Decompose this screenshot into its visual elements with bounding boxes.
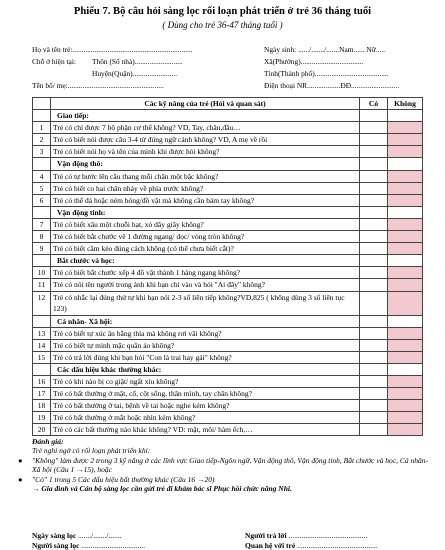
- answer-no-cell[interactable]: [388, 182, 423, 194]
- question-text: Trẻ có biết bắt chước vẽ 1 đường ngang/ dọc/ vòng tròn không?: [51, 231, 360, 243]
- section-yes-cell: [360, 315, 388, 327]
- question-text: Trẻ có tự bước lên cầu thang mỗi chân một bậc không?: [51, 170, 360, 182]
- commune-field[interactable]: Xã(Phường)..................................: [264, 57, 364, 66]
- answer-no-cell[interactable]: [388, 243, 423, 255]
- answer-yes-cell[interactable]: [360, 146, 388, 158]
- screener-label: Người sàng lọc: [32, 541, 80, 550]
- question-number: 10: [33, 267, 51, 279]
- question-text: Trẻ có biết tự xúc ăn bằng thìa mà không rơi vãi không?: [51, 327, 360, 339]
- bullet-icon: ●: [18, 474, 23, 484]
- answer-yes-cell[interactable]: [360, 243, 388, 255]
- form-subtitle: ( Dùng cho trẻ 36-47 tháng tuổi ): [162, 20, 283, 30]
- section-row: [33, 363, 423, 375]
- section-no-cell: [388, 206, 423, 218]
- question-text: Trẻ có thể đá hoặc ném bóng/đồ vật mà không cần bám tay không?: [51, 194, 360, 206]
- section-row: [33, 158, 423, 170]
- header-number: [33, 98, 51, 110]
- screening-table: [32, 97, 423, 436]
- question-row: [33, 412, 423, 424]
- question-text: Trẻ có biết xâu một chuỗi hạt, xỏ dây giầy không?: [51, 218, 360, 230]
- answer-yes-cell[interactable]: [360, 351, 388, 363]
- section-number-cell: [33, 110, 51, 122]
- section-row: [33, 255, 423, 267]
- criteria-text-2: "Có" 1 trong 5 Các dấu hiệu bất thường khác (Câu 16 →20): [32, 474, 215, 484]
- question-text: Trẻ có nhắc lại đúng thứ tự khi bạn nói 2-3 số liên tiếp không?VD,825 ( không dùng 3 số liên tục 123): [51, 291, 360, 315]
- answer-yes-cell[interactable]: [360, 182, 388, 194]
- screening-date-field[interactable]: [32, 531, 122, 540]
- question-text: Trẻ có biết nói được câu 3-4 từ đúng ngữ cảnh không? VD, A mẹ về rồi: [51, 134, 360, 146]
- section-title: Cá nhân- Xã hội:: [51, 315, 360, 327]
- question-number: 3: [33, 146, 51, 158]
- answer-yes-cell[interactable]: [360, 134, 388, 146]
- dob-field[interactable]: Ngày sinh: ....../......./.......Nam...... Nữ.....: [264, 45, 386, 54]
- question-row: [33, 400, 423, 412]
- criteria-item-2: [18, 474, 432, 484]
- question-text: Trẻ có chỉ được 7 bộ phận cơ thể không? VD, Tay, chân,đầu…: [51, 122, 360, 134]
- screening-date-label: Ngày sàng lọc: [32, 531, 77, 540]
- question-text: Trẻ có khi nào bị co giật/ ngất xỉu không?: [51, 375, 360, 387]
- question-row: [33, 134, 423, 146]
- evaluation-section: [18, 437, 432, 494]
- question-text: Trẻ có bất thường ở mắt hoặc nhìn kém không?: [51, 412, 360, 424]
- answer-yes-cell[interactable]: [360, 218, 388, 230]
- question-row: [33, 424, 423, 436]
- section-row: [33, 206, 423, 218]
- question-number: 14: [33, 339, 51, 351]
- question-text: Trẻ có trả lời đúng khi bạn hỏi "Con là trai hay gái" không?: [51, 351, 360, 363]
- answer-no-cell[interactable]: [388, 134, 423, 146]
- question-row: [33, 267, 423, 279]
- section-yes-cell: [360, 206, 388, 218]
- section-number-cell: [33, 315, 51, 327]
- question-number: 4: [33, 170, 51, 182]
- answer-no-cell[interactable]: [388, 412, 423, 424]
- form-title: Phiếu 7. Bộ câu hỏi sàng lọc rối loạn phát triển ở trẻ 36 tháng tuổi: [73, 6, 372, 17]
- section-title: Vận động thô:: [51, 158, 360, 170]
- answer-no-cell[interactable]: [388, 170, 423, 182]
- header-yes: Có: [360, 98, 388, 110]
- section-title: Bắt chước và học:: [51, 255, 360, 267]
- section-yes-cell: [360, 110, 388, 122]
- info-row-name: [32, 45, 422, 56]
- answer-no-cell[interactable]: [388, 291, 423, 315]
- question-number: 15: [33, 351, 51, 363]
- section-yes-cell: [360, 255, 388, 267]
- question-row: [33, 327, 423, 339]
- province-field[interactable]: Tỉnh(Thành phố)........................................: [264, 69, 389, 78]
- answer-no-cell[interactable]: [388, 339, 423, 351]
- question-row: [33, 279, 423, 291]
- answer-yes-cell[interactable]: [360, 279, 388, 291]
- question-number: 17: [33, 388, 51, 400]
- relation-value[interactable]: ...........................................: [297, 541, 378, 550]
- section-no-cell: [388, 363, 423, 375]
- table-header-row: [33, 98, 423, 110]
- question-number: 18: [33, 400, 51, 412]
- answer-yes-cell[interactable]: [360, 412, 388, 424]
- referral-note: → Gia đình và Cán bộ sàng lọc cần gửi trẻ đi khám bác sĩ Phục hồi chức năng Nhi.: [32, 484, 292, 494]
- answer-yes-cell[interactable]: [360, 327, 388, 339]
- question-text: Trẻ có biết bắt chước xếp 4 đồ vật thành 1 hàng ngang không?: [51, 267, 360, 279]
- screener-value[interactable]: ..................................: [81, 541, 146, 550]
- answer-no-cell[interactable]: [388, 279, 423, 291]
- section-number-cell: [33, 206, 51, 218]
- question-row: [33, 351, 423, 363]
- question-text: Trẻ có nói tên người trong ảnh khi bạn chỉ vào và hỏi "Ai đây" không?: [51, 279, 360, 291]
- question-text: Trẻ có biết cầm kéo đúng cách không (có thể chưa biết cắt)?: [51, 243, 360, 255]
- question-text: Trẻ có biết nói họ và tên của mình khi được hỏi không?: [51, 146, 360, 158]
- answer-no-cell[interactable]: [388, 231, 423, 243]
- answer-no-cell[interactable]: [388, 351, 423, 363]
- question-text: Trẻ có biết tự mình mặc quần áo không?: [51, 339, 360, 351]
- answer-no-cell[interactable]: [388, 194, 423, 206]
- section-number-cell: [33, 363, 51, 375]
- header-skills: Các kỹ năng của trẻ (Hỏi và quan sát): [51, 98, 360, 110]
- question-row: [33, 231, 423, 243]
- question-number: 16: [33, 375, 51, 387]
- section-no-cell: [388, 110, 423, 122]
- answer-no-cell[interactable]: [388, 375, 423, 387]
- answer-yes-cell[interactable]: [360, 424, 388, 436]
- question-number: 1: [33, 122, 51, 134]
- question-number: 9: [33, 243, 51, 255]
- evaluation-title: Đánh giá:: [32, 437, 64, 446]
- section-number-cell: [33, 158, 51, 170]
- question-row: [33, 375, 423, 387]
- question-row: [33, 388, 423, 400]
- question-number: 11: [33, 279, 51, 291]
- header-no: Không: [388, 98, 423, 110]
- question-row: [33, 122, 423, 134]
- answer-no-cell[interactable]: [388, 424, 423, 436]
- question-row: [33, 182, 423, 194]
- info-row-district: [32, 69, 422, 80]
- question-number: 5: [33, 182, 51, 194]
- section-no-cell: [388, 158, 423, 170]
- answer-no-cell[interactable]: [388, 400, 423, 412]
- question-number: 8: [33, 231, 51, 243]
- district-field[interactable]: Huyện(Quận)........................: [92, 69, 177, 78]
- evaluation-intro: Trẻ nghi ngờ có rối loạn phát triển khi:: [32, 446, 151, 456]
- question-number: 20: [33, 424, 51, 436]
- question-row: [33, 291, 423, 315]
- question-row: [33, 243, 423, 255]
- info-row-parent: [32, 81, 422, 92]
- question-row: [33, 339, 423, 351]
- section-no-cell: [388, 315, 423, 327]
- criteria-text-1: "Không" làm được 2 trong 3 kỹ năng ở các lĩnh vực Giao tiếp-Ngôn ngữ, Vận động thô, Vận động tinh, Bắt chước và học, Cá nhân- Xã hội (Câu 1 →15), hoặc: [32, 455, 429, 475]
- section-number-cell: [33, 255, 51, 267]
- answer-yes-cell[interactable]: [360, 170, 388, 182]
- respondent-label: Người trả lời: [245, 531, 287, 540]
- question-text: Trẻ có bất thường ở mặt, cổ, cột sống, thân mình, tay chân không?: [51, 388, 360, 400]
- table-body: [33, 110, 423, 436]
- relation-field[interactable]: [245, 541, 378, 550]
- screening-date-value[interactable]: ......./......./.......: [78, 531, 122, 540]
- section-yes-cell: [360, 158, 388, 170]
- info-row-address: [32, 57, 422, 68]
- answer-no-cell[interactable]: [388, 327, 423, 339]
- answer-yes-cell[interactable]: [360, 388, 388, 400]
- question-row: [33, 170, 423, 182]
- question-number: 2: [33, 134, 51, 146]
- parent-name-field[interactable]: Tên bố/ mẹ:....................................................: [32, 81, 164, 90]
- respondent-field[interactable]: [245, 531, 367, 540]
- child-name-field[interactable]: Họ và tên trẻ:.................................................................: [32, 45, 193, 54]
- section-yes-cell: [360, 363, 388, 375]
- question-text: Trẻ có bất thường ở tai, bệnh về tai hoặc nghe kém không?: [51, 400, 360, 412]
- relation-label: Quan hệ với trẻ: [245, 541, 296, 550]
- screener-field[interactable]: [32, 541, 145, 550]
- question-text: Trẻ có biết co hai chân nhảy về phía trước không?: [51, 182, 360, 194]
- question-row: [33, 194, 423, 206]
- phone-field[interactable]: Điện thoại NR..................ĐĐ..........................: [264, 81, 400, 90]
- answer-no-cell[interactable]: [388, 218, 423, 230]
- criteria-item-1: [18, 455, 432, 475]
- question-number: 13: [33, 327, 51, 339]
- section-row: [33, 110, 423, 122]
- question-number: 6: [33, 194, 51, 206]
- answer-yes-cell[interactable]: [360, 291, 388, 315]
- answer-yes-cell[interactable]: [360, 267, 388, 279]
- answer-no-cell[interactable]: [388, 267, 423, 279]
- section-title: Các dấu hiệu khác thường khác:: [51, 363, 360, 375]
- bullet-icon: ●: [18, 455, 23, 465]
- answer-yes-cell[interactable]: [360, 375, 388, 387]
- answer-no-cell[interactable]: [388, 388, 423, 400]
- respondent-value[interactable]: ..........................................: [288, 531, 368, 540]
- answer-no-cell[interactable]: [388, 122, 423, 134]
- answer-no-cell[interactable]: [388, 146, 423, 158]
- section-title: Giao tiếp:: [51, 110, 360, 122]
- answer-yes-cell[interactable]: [360, 339, 388, 351]
- village-field[interactable]: Thôn (Số nhà)..........................: [92, 57, 183, 66]
- question-row: [33, 146, 423, 158]
- section-no-cell: [388, 255, 423, 267]
- question-number: 19: [33, 412, 51, 424]
- answer-yes-cell[interactable]: [360, 122, 388, 134]
- section-title: Vận động tinh:: [51, 206, 360, 218]
- question-row: [33, 218, 423, 230]
- answer-yes-cell[interactable]: [360, 194, 388, 206]
- section-row: [33, 315, 423, 327]
- question-number: 7: [33, 218, 51, 230]
- question-text: Trẻ có các bất thường nào khác không? VD: mặt, môi/ hàm ếch,…: [51, 424, 360, 436]
- question-number: 12: [33, 291, 51, 315]
- address-label: Chỗ ở hiện tại:: [32, 57, 76, 66]
- answer-yes-cell[interactable]: [360, 231, 388, 243]
- answer-yes-cell[interactable]: [360, 400, 388, 412]
